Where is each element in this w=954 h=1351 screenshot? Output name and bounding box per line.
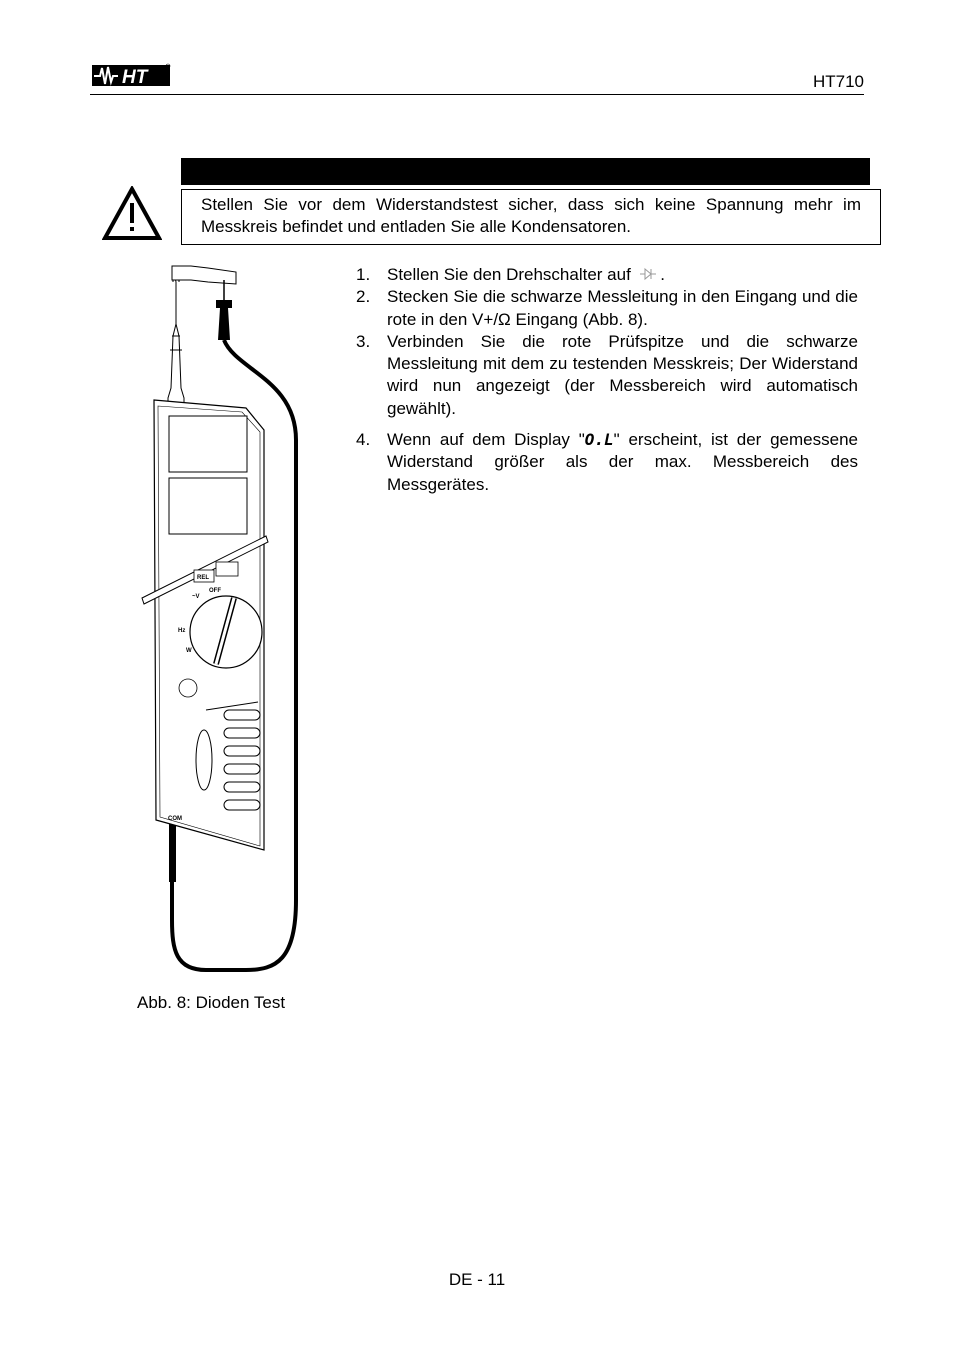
multimeter-illustration	[136, 260, 316, 978]
step-text-end: .	[660, 265, 666, 284]
step-text-end: " erscheint, ist der gemessene Widerstand größer als der max. Messbereich des Messgerätes.	[387, 430, 858, 494]
list-item	[356, 286, 858, 331]
step-number: 1.	[356, 265, 371, 284]
rel-label: REL	[197, 575, 209, 581]
warning-triangle-icon	[102, 186, 162, 242]
page-number: DE - 11	[448, 1270, 506, 1289]
step-number: 4.	[356, 430, 371, 450]
hz-label: Hz	[178, 628, 186, 634]
step-number: 3.	[356, 331, 371, 351]
w-label: W	[186, 648, 192, 654]
header-rule	[90, 94, 864, 95]
step-text: Stecken Sie die schwarze Messleitung in den Eingang und die rote in den V+/Ω Eingang (Abb. 8).	[387, 287, 858, 329]
logo-text: HT	[122, 67, 148, 88]
list-item	[356, 264, 858, 286]
warning-text: Stellen Sie vor dem Widerstandstest sicher, dass sich keine Spannung mehr im Messkreis befindet und entladen Sie alle Kondensatoren.	[201, 195, 861, 236]
display-readout: O.L	[584, 430, 614, 450]
figure-caption: Abb. 8: Dioden Test	[137, 993, 286, 1012]
v-label: ~V	[192, 594, 200, 600]
off-label: OFF	[209, 588, 221, 594]
model-number: HT710	[812, 72, 864, 91]
list-item	[356, 429, 858, 496]
com-label: COM	[168, 816, 182, 822]
step-number: 2.	[356, 287, 371, 307]
instruction-list	[356, 264, 858, 496]
ht-logo	[92, 62, 172, 88]
section-title-bar	[181, 158, 870, 185]
diode-icon	[640, 267, 656, 281]
warning-box	[181, 189, 881, 245]
step-text: Verbinden Sie die rote Prüfspitze und die schwarze Messleitung mit dem zu testenden Messkreis; Der Widerstand wird nun angezeigt (der Messbereich wird automatisch gewählt).	[387, 331, 858, 418]
list-item	[356, 331, 858, 420]
step-text: Wenn auf dem Display "	[387, 430, 585, 450]
step-text: Stellen Sie den Drehschalter auf	[387, 265, 631, 284]
